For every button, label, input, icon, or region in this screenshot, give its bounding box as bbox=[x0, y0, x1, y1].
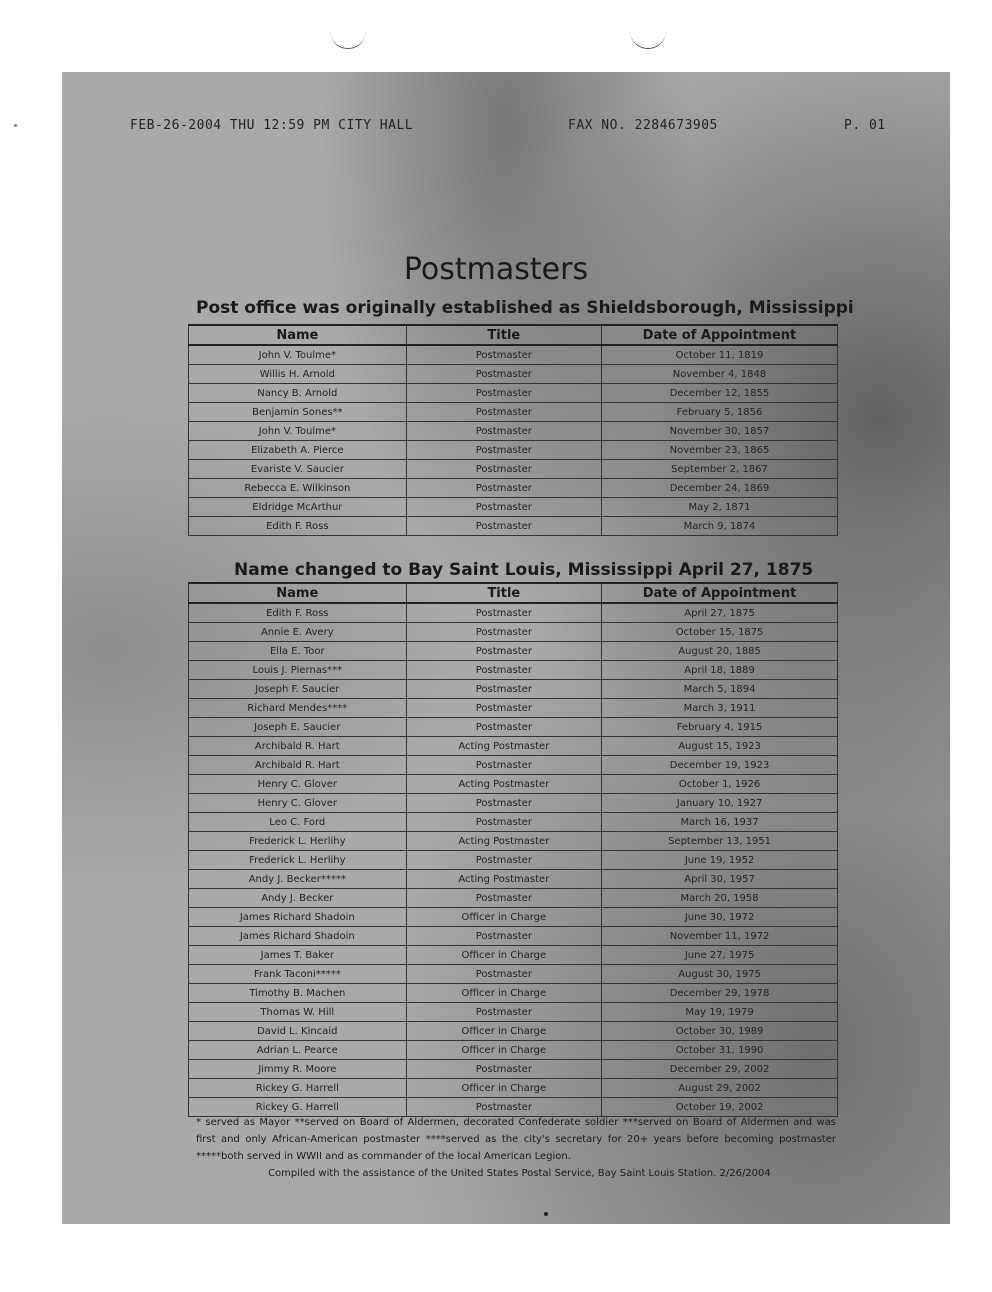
table-row bbox=[189, 965, 838, 984]
section1-heading: Post office was originally established as Shieldsborough, Mississippi bbox=[196, 298, 854, 318]
cell-date: December 29, 1978 bbox=[602, 984, 838, 1003]
cell-date: October 30, 1989 bbox=[602, 1022, 838, 1041]
table-row bbox=[189, 946, 838, 965]
cell-name: Andy J. Becker bbox=[189, 889, 407, 908]
punch-hole-left bbox=[330, 30, 366, 49]
cell-date: October 1, 1926 bbox=[602, 775, 838, 794]
cell-name: Frederick L. Herlihy bbox=[189, 851, 407, 870]
cell-title: Postmaster bbox=[406, 460, 601, 479]
cell-name: Annie E. Avery bbox=[189, 623, 407, 642]
cell-name: Rebecca E. Wilkinson bbox=[189, 479, 407, 498]
cell-title: Officer in Charge bbox=[406, 1022, 602, 1041]
cell-date: April 30, 1957 bbox=[602, 870, 838, 889]
table-row bbox=[189, 851, 838, 870]
table-row bbox=[189, 479, 838, 498]
cell-name: Rickey G. Harrell bbox=[189, 1098, 407, 1117]
cell-title: Postmaster bbox=[406, 603, 602, 623]
cell-name: Adrian L. Pearce bbox=[189, 1041, 407, 1060]
cell-name: Benjamin Sones** bbox=[189, 403, 407, 422]
table-row bbox=[189, 737, 838, 756]
punch-hole-right bbox=[630, 30, 666, 49]
cell-date: November 30, 1857 bbox=[601, 422, 837, 441]
cell-name: Archibald R. Hart bbox=[189, 756, 407, 775]
cell-title: Postmaster bbox=[406, 623, 602, 642]
column-header-date: Date of Appointment bbox=[602, 583, 838, 603]
cell-date: March 9, 1874 bbox=[601, 517, 837, 536]
cell-date: October 19, 2002 bbox=[602, 1098, 838, 1117]
scan-dot bbox=[544, 1212, 548, 1216]
cell-title: Postmaster bbox=[406, 1003, 602, 1022]
cell-name: David L. Kincaid bbox=[189, 1022, 407, 1041]
fax-header-number: FAX NO. 2284673905 bbox=[568, 118, 718, 133]
cell-date: September 2, 1867 bbox=[601, 460, 837, 479]
cell-name: James Richard Shadoin bbox=[189, 927, 407, 946]
cell-name: Archibald R. Hart bbox=[189, 737, 407, 756]
table-row bbox=[189, 1060, 838, 1079]
table-row bbox=[189, 603, 838, 623]
cell-date: June 27, 1975 bbox=[602, 946, 838, 965]
table-row bbox=[189, 422, 838, 441]
table-row bbox=[189, 345, 838, 365]
table-row bbox=[189, 661, 838, 680]
cell-date: December 19, 1923 bbox=[602, 756, 838, 775]
cell-name: Eldridge McArthur bbox=[189, 498, 407, 517]
cell-date: April 18, 1889 bbox=[602, 661, 838, 680]
cell-date: April 27, 1875 bbox=[602, 603, 838, 623]
cell-title: Acting Postmaster bbox=[406, 832, 602, 851]
cell-date: December 29, 2002 bbox=[602, 1060, 838, 1079]
cell-name: James T. Baker bbox=[189, 946, 407, 965]
cell-date: October 11, 1819 bbox=[601, 345, 837, 365]
cell-name: Ella E. Toor bbox=[189, 642, 407, 661]
cell-name: Jimmy R. Moore bbox=[189, 1060, 407, 1079]
cell-date: August 15, 1923 bbox=[602, 737, 838, 756]
cell-date: August 20, 1885 bbox=[602, 642, 838, 661]
cell-title: Acting Postmaster bbox=[406, 737, 602, 756]
cell-title: Postmaster bbox=[406, 517, 601, 536]
table-row bbox=[189, 365, 838, 384]
cell-name: Andy J. Becker***** bbox=[189, 870, 407, 889]
cell-date: March 5, 1894 bbox=[602, 680, 838, 699]
footnotes: * served as Mayor **served on Board of Aldermen, decorated Confederate soldier ***served on Board of Aldermen and was first and only African-American postmaster ****served as the city's secretary for 20+ years before becoming postmaster *****both served in WWII and as commander of the local American Legion. bbox=[196, 1117, 836, 1162]
cell-date: August 29, 2002 bbox=[602, 1079, 838, 1098]
table-row bbox=[189, 680, 838, 699]
table-row bbox=[189, 794, 838, 813]
cell-title: Postmaster bbox=[406, 927, 602, 946]
postmasters-table-shieldsborough bbox=[188, 324, 838, 536]
table-row bbox=[189, 718, 838, 737]
cell-name: Nancy B. Arnold bbox=[189, 384, 407, 403]
cell-date: November 23, 1865 bbox=[601, 441, 837, 460]
cell-date: February 4, 1915 bbox=[602, 718, 838, 737]
table-row bbox=[189, 517, 838, 536]
cell-date: May 2, 1871 bbox=[601, 498, 837, 517]
scan-speck bbox=[14, 124, 17, 127]
cell-name: Willis H. Arnold bbox=[189, 365, 407, 384]
cell-date: March 20, 1958 bbox=[602, 889, 838, 908]
cell-date: June 30, 1972 bbox=[602, 908, 838, 927]
table-row bbox=[189, 870, 838, 889]
column-header-title: Title bbox=[406, 583, 602, 603]
table-row bbox=[189, 1003, 838, 1022]
cell-date: May 19, 1979 bbox=[602, 1003, 838, 1022]
cell-date: February 5, 1856 bbox=[601, 403, 837, 422]
table-row bbox=[189, 1041, 838, 1060]
cell-name: Henry C. Glover bbox=[189, 775, 407, 794]
cell-name: Thomas W. Hill bbox=[189, 1003, 407, 1022]
cell-name: Rickey G. Harrell bbox=[189, 1079, 407, 1098]
cell-date: January 10, 1927 bbox=[602, 794, 838, 813]
cell-date: March 3, 1911 bbox=[602, 699, 838, 718]
postmasters-table-bay-saint-louis bbox=[188, 582, 838, 1117]
table-row bbox=[189, 699, 838, 718]
table-row bbox=[189, 460, 838, 479]
table-row bbox=[189, 403, 838, 422]
cell-name: Frank Taconi***** bbox=[189, 965, 407, 984]
cell-title: Postmaster bbox=[406, 1060, 602, 1079]
cell-title: Postmaster bbox=[406, 365, 601, 384]
cell-title: Postmaster bbox=[406, 661, 602, 680]
cell-title: Postmaster bbox=[406, 441, 601, 460]
cell-name: Richard Mendes**** bbox=[189, 699, 407, 718]
table-row bbox=[189, 832, 838, 851]
cell-name: Elizabeth A. Pierce bbox=[189, 441, 407, 460]
cell-title: Postmaster bbox=[406, 794, 602, 813]
cell-title: Postmaster bbox=[406, 498, 601, 517]
section2-heading: Name changed to Bay Saint Louis, Mississippi April 27, 1875 bbox=[234, 560, 814, 580]
cell-title: Postmaster bbox=[406, 889, 602, 908]
cell-name: John V. Toulme* bbox=[189, 345, 407, 365]
cell-name: Joseph F. Saucier bbox=[189, 680, 407, 699]
table-row bbox=[189, 384, 838, 403]
table-row bbox=[189, 927, 838, 946]
table-row bbox=[189, 756, 838, 775]
cell-name: Timothy B. Machen bbox=[189, 984, 407, 1003]
cell-title: Postmaster bbox=[406, 1098, 602, 1117]
table-row bbox=[189, 984, 838, 1003]
cell-name: Evariste V. Saucier bbox=[189, 460, 407, 479]
column-header-title: Title bbox=[406, 325, 601, 345]
cell-name: Edith F. Ross bbox=[189, 603, 407, 623]
table-row bbox=[189, 498, 838, 517]
table-row bbox=[189, 623, 838, 642]
cell-date: November 11, 1972 bbox=[602, 927, 838, 946]
cell-title: Postmaster bbox=[406, 479, 601, 498]
table-row bbox=[189, 908, 838, 927]
cell-date: June 19, 1952 bbox=[602, 851, 838, 870]
cell-title: Officer in Charge bbox=[406, 908, 602, 927]
table-header-row bbox=[189, 583, 838, 603]
table-row bbox=[189, 889, 838, 908]
cell-date: October 15, 1875 bbox=[602, 623, 838, 642]
column-header-date: Date of Appointment bbox=[601, 325, 837, 345]
cell-date: November 4, 1848 bbox=[601, 365, 837, 384]
cell-title: Officer in Charge bbox=[406, 1041, 602, 1060]
cell-name: James Richard Shadoin bbox=[189, 908, 407, 927]
cell-date: December 24, 1869 bbox=[601, 479, 837, 498]
cell-title: Officer in Charge bbox=[406, 946, 602, 965]
cell-title: Acting Postmaster bbox=[406, 775, 602, 794]
table-row bbox=[189, 813, 838, 832]
cell-title: Postmaster bbox=[406, 965, 602, 984]
table-row bbox=[189, 1079, 838, 1098]
cell-title: Postmaster bbox=[406, 851, 602, 870]
table-header-row bbox=[189, 325, 838, 345]
cell-title: Postmaster bbox=[406, 756, 602, 775]
fax-header-page: P. 01 bbox=[844, 118, 886, 133]
table-row bbox=[189, 775, 838, 794]
cell-title: Acting Postmaster bbox=[406, 870, 602, 889]
cell-date: August 30, 1975 bbox=[602, 965, 838, 984]
cell-date: December 12, 1855 bbox=[601, 384, 837, 403]
cell-title: Officer in Charge bbox=[406, 984, 602, 1003]
credit-line: Compiled with the assistance of the United States Postal Service, Bay Saint Louis Station. 2/26/2004 bbox=[268, 1168, 771, 1179]
table-row bbox=[189, 642, 838, 661]
table-row bbox=[189, 441, 838, 460]
table-row bbox=[189, 1022, 838, 1041]
cell-date: September 13, 1951 bbox=[602, 832, 838, 851]
cell-name: Louis J. Piernas*** bbox=[189, 661, 407, 680]
cell-title: Postmaster bbox=[406, 403, 601, 422]
cell-title: Postmaster bbox=[406, 422, 601, 441]
cell-name: Joseph E. Saucier bbox=[189, 718, 407, 737]
cell-title: Postmaster bbox=[406, 718, 602, 737]
cell-title: Officer in Charge bbox=[406, 1079, 602, 1098]
column-header-name: Name bbox=[189, 583, 407, 603]
fax-header-left: FEB-26-2004 THU 12:59 PM CITY HALL bbox=[130, 118, 414, 133]
cell-title: Postmaster bbox=[406, 345, 601, 365]
cell-title: Postmaster bbox=[406, 680, 602, 699]
cell-name: Frederick L. Herlihy bbox=[189, 832, 407, 851]
cell-date: March 16, 1937 bbox=[602, 813, 838, 832]
cell-title: Postmaster bbox=[406, 642, 602, 661]
page-title: Postmasters bbox=[403, 252, 589, 287]
column-header-name: Name bbox=[189, 325, 407, 345]
cell-title: Postmaster bbox=[406, 384, 601, 403]
cell-title: Postmaster bbox=[406, 813, 602, 832]
cell-name: Henry C. Glover bbox=[189, 794, 407, 813]
cell-date: October 31, 1990 bbox=[602, 1041, 838, 1060]
cell-name: John V. Toulme* bbox=[189, 422, 407, 441]
cell-title: Postmaster bbox=[406, 699, 602, 718]
cell-name: Leo C. Ford bbox=[189, 813, 407, 832]
cell-name: Edith F. Ross bbox=[189, 517, 407, 536]
